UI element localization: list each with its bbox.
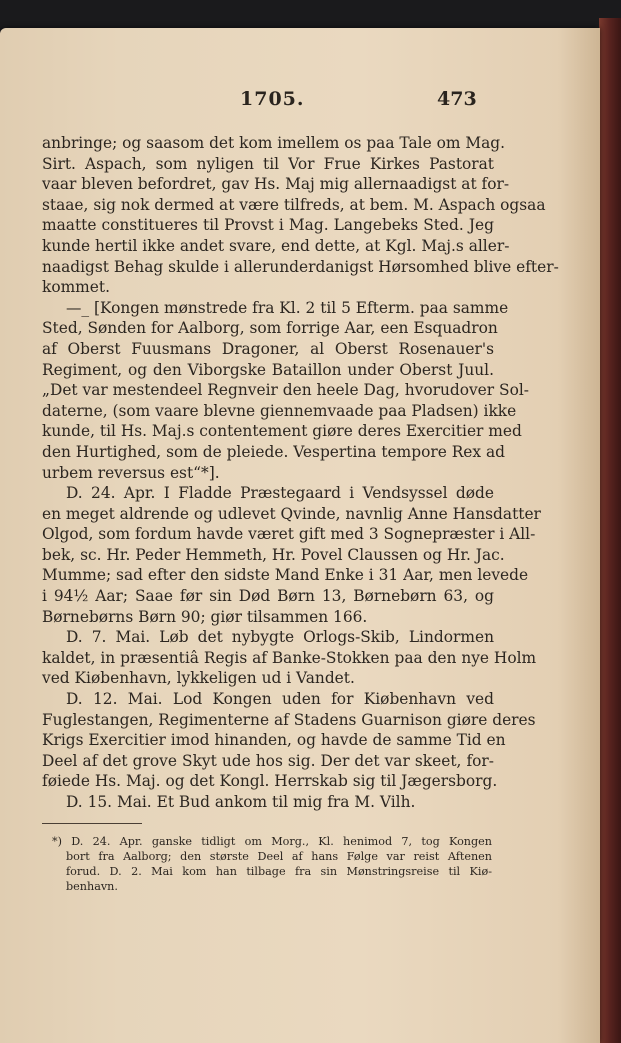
text-line: en meget aldrende og udlevet Qvinde, navnlig Anne Hansdatter	[42, 504, 541, 523]
body-text	[42, 133, 559, 813]
text-line: den Hurtighed, som de pleiede. Vespertina tempore Rex ad	[42, 442, 506, 461]
book-spine	[599, 18, 621, 1043]
text-line: naadigst Behag skulde i allerunderdanigst Hørsomhed blive efter-	[42, 257, 559, 276]
text-line: staae, sig nok dermed at være tilfreds, at bem. M. Aspach ogsaa	[42, 195, 546, 214]
text-line: Krigs Exercitier imod hinanden, og havde de samme Tid en	[42, 731, 506, 750]
text-line: D. 7. Mai. Løb det nybygte Orlogs-Skib, Lindormen	[66, 628, 494, 647]
text-line: Fuglestangen, Regimenterne af Stadens Guarnison giøre deres	[42, 710, 536, 729]
running-head	[0, 88, 600, 114]
footnote-line: forud. D. 2. Mai kom han tilbage fra sin Mønstringsreise til Kiø-	[66, 865, 492, 878]
text-line: anbringe; og saasom det kom imellem os paa Tale om Mag.	[42, 134, 506, 152]
text-line: urbem reversus est“*].	[42, 463, 220, 482]
footnote-line: bort fra Aalborg; den største Deel af hans Følge var reist Aftenen	[66, 850, 492, 863]
text-line: D. 12. Mai. Lod Kongen uden for Kiøbenhavn ved	[66, 690, 494, 709]
text-line: Børnebørns Børn 90; giør tilsammen 166.	[42, 607, 368, 626]
text-line: vaar bleven befordret, gav Hs. Maj mig allernaadigst at for-	[42, 175, 510, 194]
text-line: Sirt. Aspach, som nyligen til Vor Frue Kirkes Pastorat	[42, 154, 494, 173]
text-line: ved Kiøbenhavn, lykkeligen ud i Vandet.	[42, 669, 355, 688]
text-line: kunde hertil ikke andet svare, end dette, at Kgl. Maj.s aller-	[42, 236, 510, 255]
footnote-line: benhavn.	[66, 880, 118, 893]
footnote	[52, 834, 492, 894]
text-line: kaldet, in præsentiâ Regis af Banke-Stokken paa den nye Holm	[42, 648, 537, 667]
page-year: 1705.	[240, 88, 305, 110]
text-line: daterne, (som vaare blevne giennemvaade paa Pladsen) ikke	[42, 401, 517, 420]
page-number: 473	[437, 88, 477, 110]
text-line: Mumme; sad efter den sidste Mand Enke i 31 Aar, men levede	[42, 566, 529, 585]
text-line: maatte constitueres til Provst i Mag. Langebeks Sted. Jeg	[42, 216, 494, 235]
text-line: D. 24. Apr. I Fladde Præstegaard i Vendsyssel døde	[66, 484, 494, 503]
text-line: kommet.	[42, 278, 110, 297]
text-line: i 94½ Aar; Saae før sin Død Børn 13, Børnebørn 63, og	[42, 587, 494, 606]
text-line: —_ [Kongen mønstrede fra Kl. 2 til 5 Efterm. paa samme	[66, 298, 509, 317]
text-line: Sted, Sønden for Aalborg, som forrige Aar, een Esquadron	[42, 319, 498, 338]
text-line: D. 15. Mai. Et Bud ankom til mig fra M. Vilh.	[66, 793, 416, 811]
footnote-rule	[42, 823, 142, 824]
text-line: føiede Hs. Maj. og det Kongl. Herrskab sig til Jægersborg.	[42, 772, 498, 791]
text-line: Olgod, som fordum havde været gift med 3 Sognepræster i All-	[42, 525, 536, 544]
text-line: kunde, til Hs. Maj.s contentement giøre deres Exercitier med	[42, 422, 522, 441]
text-line: Regiment, og den Viborgske Bataillon under Oberst Juul.	[42, 360, 494, 379]
text-line: bek, sc. Hr. Peder Hemmeth, Hr. Povel Claussen og Hr. Jac.	[42, 545, 505, 564]
text-line: Deel af det grove Skyt ude hos sig. Der det var skeet, for-	[42, 751, 494, 770]
text-line: af Oberst Fuusmans Dragoner, al Oberst Rosenauer's	[42, 339, 494, 358]
text-line: „Det var mestendeel Regnveir den heele Dag, hvorudover Sol-	[42, 381, 529, 400]
footnote-line: *) D. 24. Apr. ganske tidligt om Morg., Kl. henimod 7, tog Kongen	[52, 835, 492, 848]
